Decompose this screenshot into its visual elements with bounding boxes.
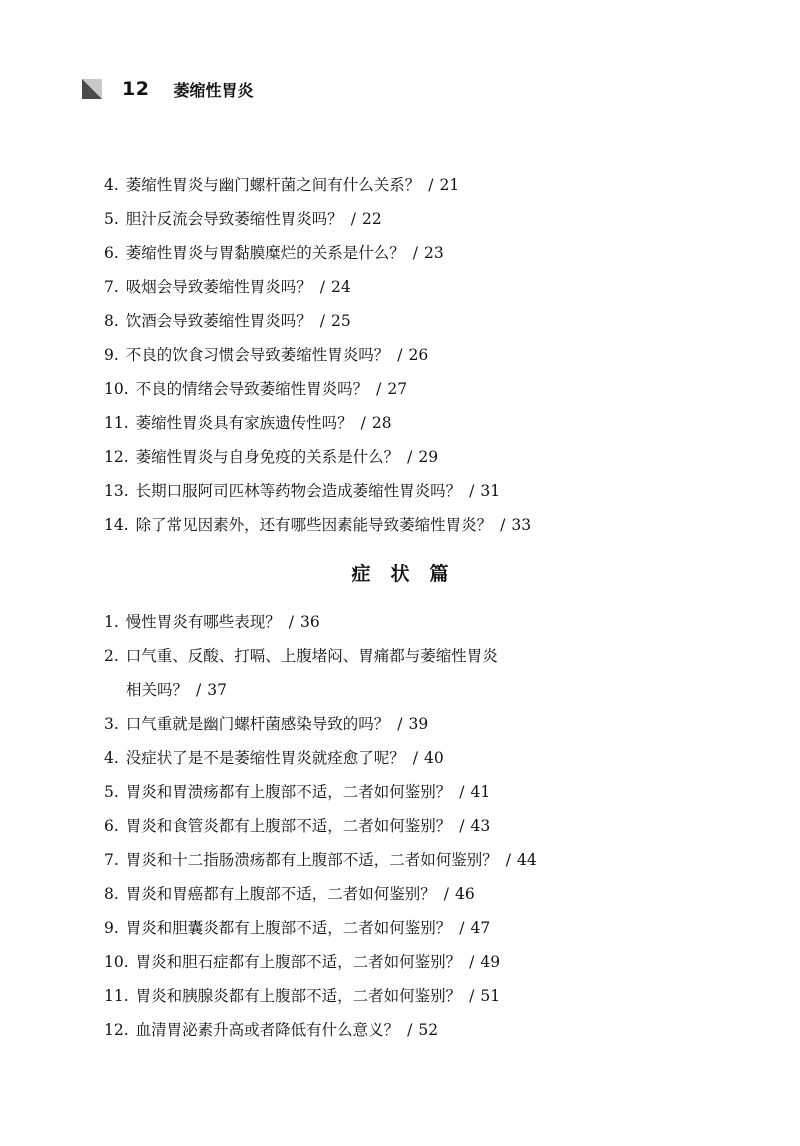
entry-page: 26 — [408, 346, 429, 364]
toc-entry[interactable] — [104, 610, 704, 634]
toc-entry[interactable] — [104, 882, 704, 906]
entry-page: 36 — [299, 613, 320, 631]
toc-entry[interactable] — [104, 848, 704, 872]
separator: / — [469, 987, 475, 1005]
entry-number: 9. — [104, 346, 119, 364]
entry-number: 8. — [104, 312, 119, 330]
toc-entry[interactable] — [104, 712, 704, 736]
toc-symptoms-list — [104, 610, 704, 1052]
entry-number: 8. — [104, 885, 119, 903]
toc-entry[interactable] — [104, 644, 704, 702]
entry-title: 饮酒会导致萎缩性胃炎吗？ — [125, 312, 312, 330]
entry-title: 萎缩性胃炎与自身免疫的关系是什么？ — [135, 448, 400, 466]
toc-causes-list — [104, 173, 704, 547]
separator: / — [196, 681, 202, 699]
separator: / — [428, 176, 434, 194]
separator: / — [350, 210, 356, 228]
separator: / — [376, 380, 382, 398]
separator: / — [469, 953, 475, 971]
separator: / — [500, 516, 506, 534]
separator: / — [459, 817, 465, 835]
entry-number: 4. — [104, 749, 119, 767]
toc-entry[interactable] — [104, 916, 704, 940]
page-header — [82, 76, 253, 102]
toc-entry[interactable] — [104, 343, 704, 367]
entry-page: 39 — [408, 715, 429, 733]
separator: / — [459, 783, 465, 801]
entry-number: 5. — [104, 783, 119, 801]
entry-page: 41 — [470, 783, 491, 801]
entry-number: 5. — [104, 210, 119, 228]
entry-page: 43 — [470, 817, 491, 835]
entry-title: 胃炎和食管炎都有上腹部不适，二者如何鉴别？ — [125, 817, 452, 835]
entry-title: 胃炎和胆石症都有上腹部不适，二者如何鉴别？ — [135, 953, 462, 971]
separator: / — [407, 1021, 413, 1039]
separator: / — [459, 919, 465, 937]
entry-title-continuation: 相关吗？ — [126, 681, 189, 699]
toc-entry[interactable] — [104, 984, 704, 1008]
toc-entry[interactable] — [104, 479, 704, 503]
entry-page: 44 — [516, 851, 537, 869]
entry-title: 胆汁反流会导致萎缩性胃炎吗？ — [125, 210, 343, 228]
entry-page: 49 — [480, 953, 501, 971]
entry-title: 萎缩性胃炎具有家族遗传性吗？ — [135, 414, 353, 432]
toc-entry[interactable] — [104, 411, 704, 435]
entry-title: 口气重就是幽门螺杆菌感染导致的吗？ — [125, 715, 390, 733]
entry-number: 11. — [104, 987, 129, 1005]
entry-title: 吸烟会导致萎缩性胃炎吗？ — [125, 278, 312, 296]
entry-number: 14. — [104, 516, 129, 534]
entry-page: 33 — [511, 516, 532, 534]
entry-title: 胃炎和十二指肠溃疡都有上腹部不适，二者如何鉴别？ — [125, 851, 498, 869]
entry-page: 31 — [480, 482, 501, 500]
entry-number: 2. — [104, 647, 119, 665]
running-title: 萎缩性胃炎 — [173, 80, 254, 100]
entry-page: 28 — [371, 414, 392, 432]
entry-title: 不良的饮食习惯会导致萎缩性胃炎吗？ — [125, 346, 390, 364]
toc-entry[interactable] — [104, 950, 704, 974]
entry-number: 9. — [104, 919, 119, 937]
entry-title: 口气重、反酸、打嗝、上腹堵闷、胃痛都与萎缩性胃炎 — [125, 647, 498, 665]
toc-entry[interactable] — [104, 1018, 704, 1042]
entry-title: 萎缩性胃炎与幽门螺杆菌之间有什么关系？ — [125, 176, 421, 194]
entry-number: 3. — [104, 715, 119, 733]
entry-title: 萎缩性胃炎与胃黏膜糜烂的关系是什么？ — [125, 244, 405, 262]
toc-entry[interactable] — [104, 241, 704, 265]
entry-page: 46 — [454, 885, 475, 903]
entry-page: 40 — [423, 749, 444, 767]
entry-number: 11. — [104, 414, 129, 432]
entry-number: 13. — [104, 482, 129, 500]
separator: / — [443, 885, 449, 903]
entry-number: 4. — [104, 176, 119, 194]
entry-number: 6. — [104, 817, 119, 835]
entry-title: 胃炎和胆囊炎都有上腹部不适，二者如何鉴别？ — [125, 919, 452, 937]
entry-page: 51 — [480, 987, 501, 1005]
separator: / — [319, 278, 325, 296]
entry-page: 37 — [207, 681, 227, 699]
separator: / — [412, 244, 418, 262]
entry-title: 不良的情绪会导致萎缩性胃炎吗？ — [135, 380, 369, 398]
toc-entry[interactable] — [104, 207, 704, 231]
entry-title: 血清胃泌素升高或者降低有什么意义？ — [135, 1021, 400, 1039]
entry-number: 10. — [104, 953, 129, 971]
page-number: 12 — [122, 78, 150, 100]
entry-title: 胃炎和胃癌都有上腹部不适，二者如何鉴别？ — [125, 885, 436, 903]
entry-title: 没症状了是不是萎缩性胃炎就痊愈了呢？ — [125, 749, 405, 767]
entry-title: 胃炎和胃溃疡都有上腹部不适，二者如何鉴别？ — [125, 783, 452, 801]
toc-entry[interactable] — [104, 309, 704, 333]
separator: / — [397, 346, 403, 364]
entry-number: 6. — [104, 244, 119, 262]
toc-entry[interactable] — [104, 814, 704, 838]
entry-title-continuation-line — [104, 678, 704, 702]
toc-entry[interactable] — [104, 445, 704, 469]
toc-entry[interactable] — [104, 173, 704, 197]
toc-entry[interactable] — [104, 746, 704, 770]
entry-page: 21 — [439, 176, 460, 194]
corner-triangle-mark-icon — [82, 79, 102, 99]
entry-page: 29 — [418, 448, 439, 466]
toc-entry[interactable] — [104, 513, 704, 537]
toc-entry[interactable] — [104, 377, 704, 401]
toc-entry[interactable] — [104, 780, 704, 804]
entry-page: 23 — [423, 244, 444, 262]
entry-title: 长期口服阿司匹林等药物会造成萎缩性胃炎吗？ — [135, 482, 462, 500]
separator: / — [412, 749, 418, 767]
entry-number: 12. — [104, 1021, 129, 1039]
section-heading: 症状篇 — [351, 563, 469, 585]
separator: / — [397, 715, 403, 733]
entry-number: 12. — [104, 448, 129, 466]
toc-entry[interactable] — [104, 275, 704, 299]
separator: / — [319, 312, 325, 330]
entry-page: 52 — [418, 1021, 439, 1039]
entry-title: 慢性胃炎有哪些表现？ — [125, 613, 281, 631]
separator: / — [469, 482, 475, 500]
separator: / — [505, 851, 511, 869]
entry-page: 24 — [330, 278, 351, 296]
separator: / — [288, 613, 294, 631]
entry-number: 10. — [104, 380, 129, 398]
separator: / — [360, 414, 366, 432]
entry-page: 27 — [387, 380, 408, 398]
entry-title: 胃炎和胰腺炎都有上腹部不适，二者如何鉴别？ — [135, 987, 462, 1005]
entry-number: 7. — [104, 278, 119, 296]
entry-page: 22 — [361, 210, 382, 228]
separator: / — [407, 448, 413, 466]
entry-title: 除了常见因素外，还有哪些因素能导致萎缩性胃炎？ — [135, 516, 493, 534]
entry-page: 47 — [470, 919, 491, 937]
entry-number: 1. — [104, 613, 119, 631]
entry-number: 7. — [104, 851, 119, 869]
entry-page: 25 — [330, 312, 351, 330]
